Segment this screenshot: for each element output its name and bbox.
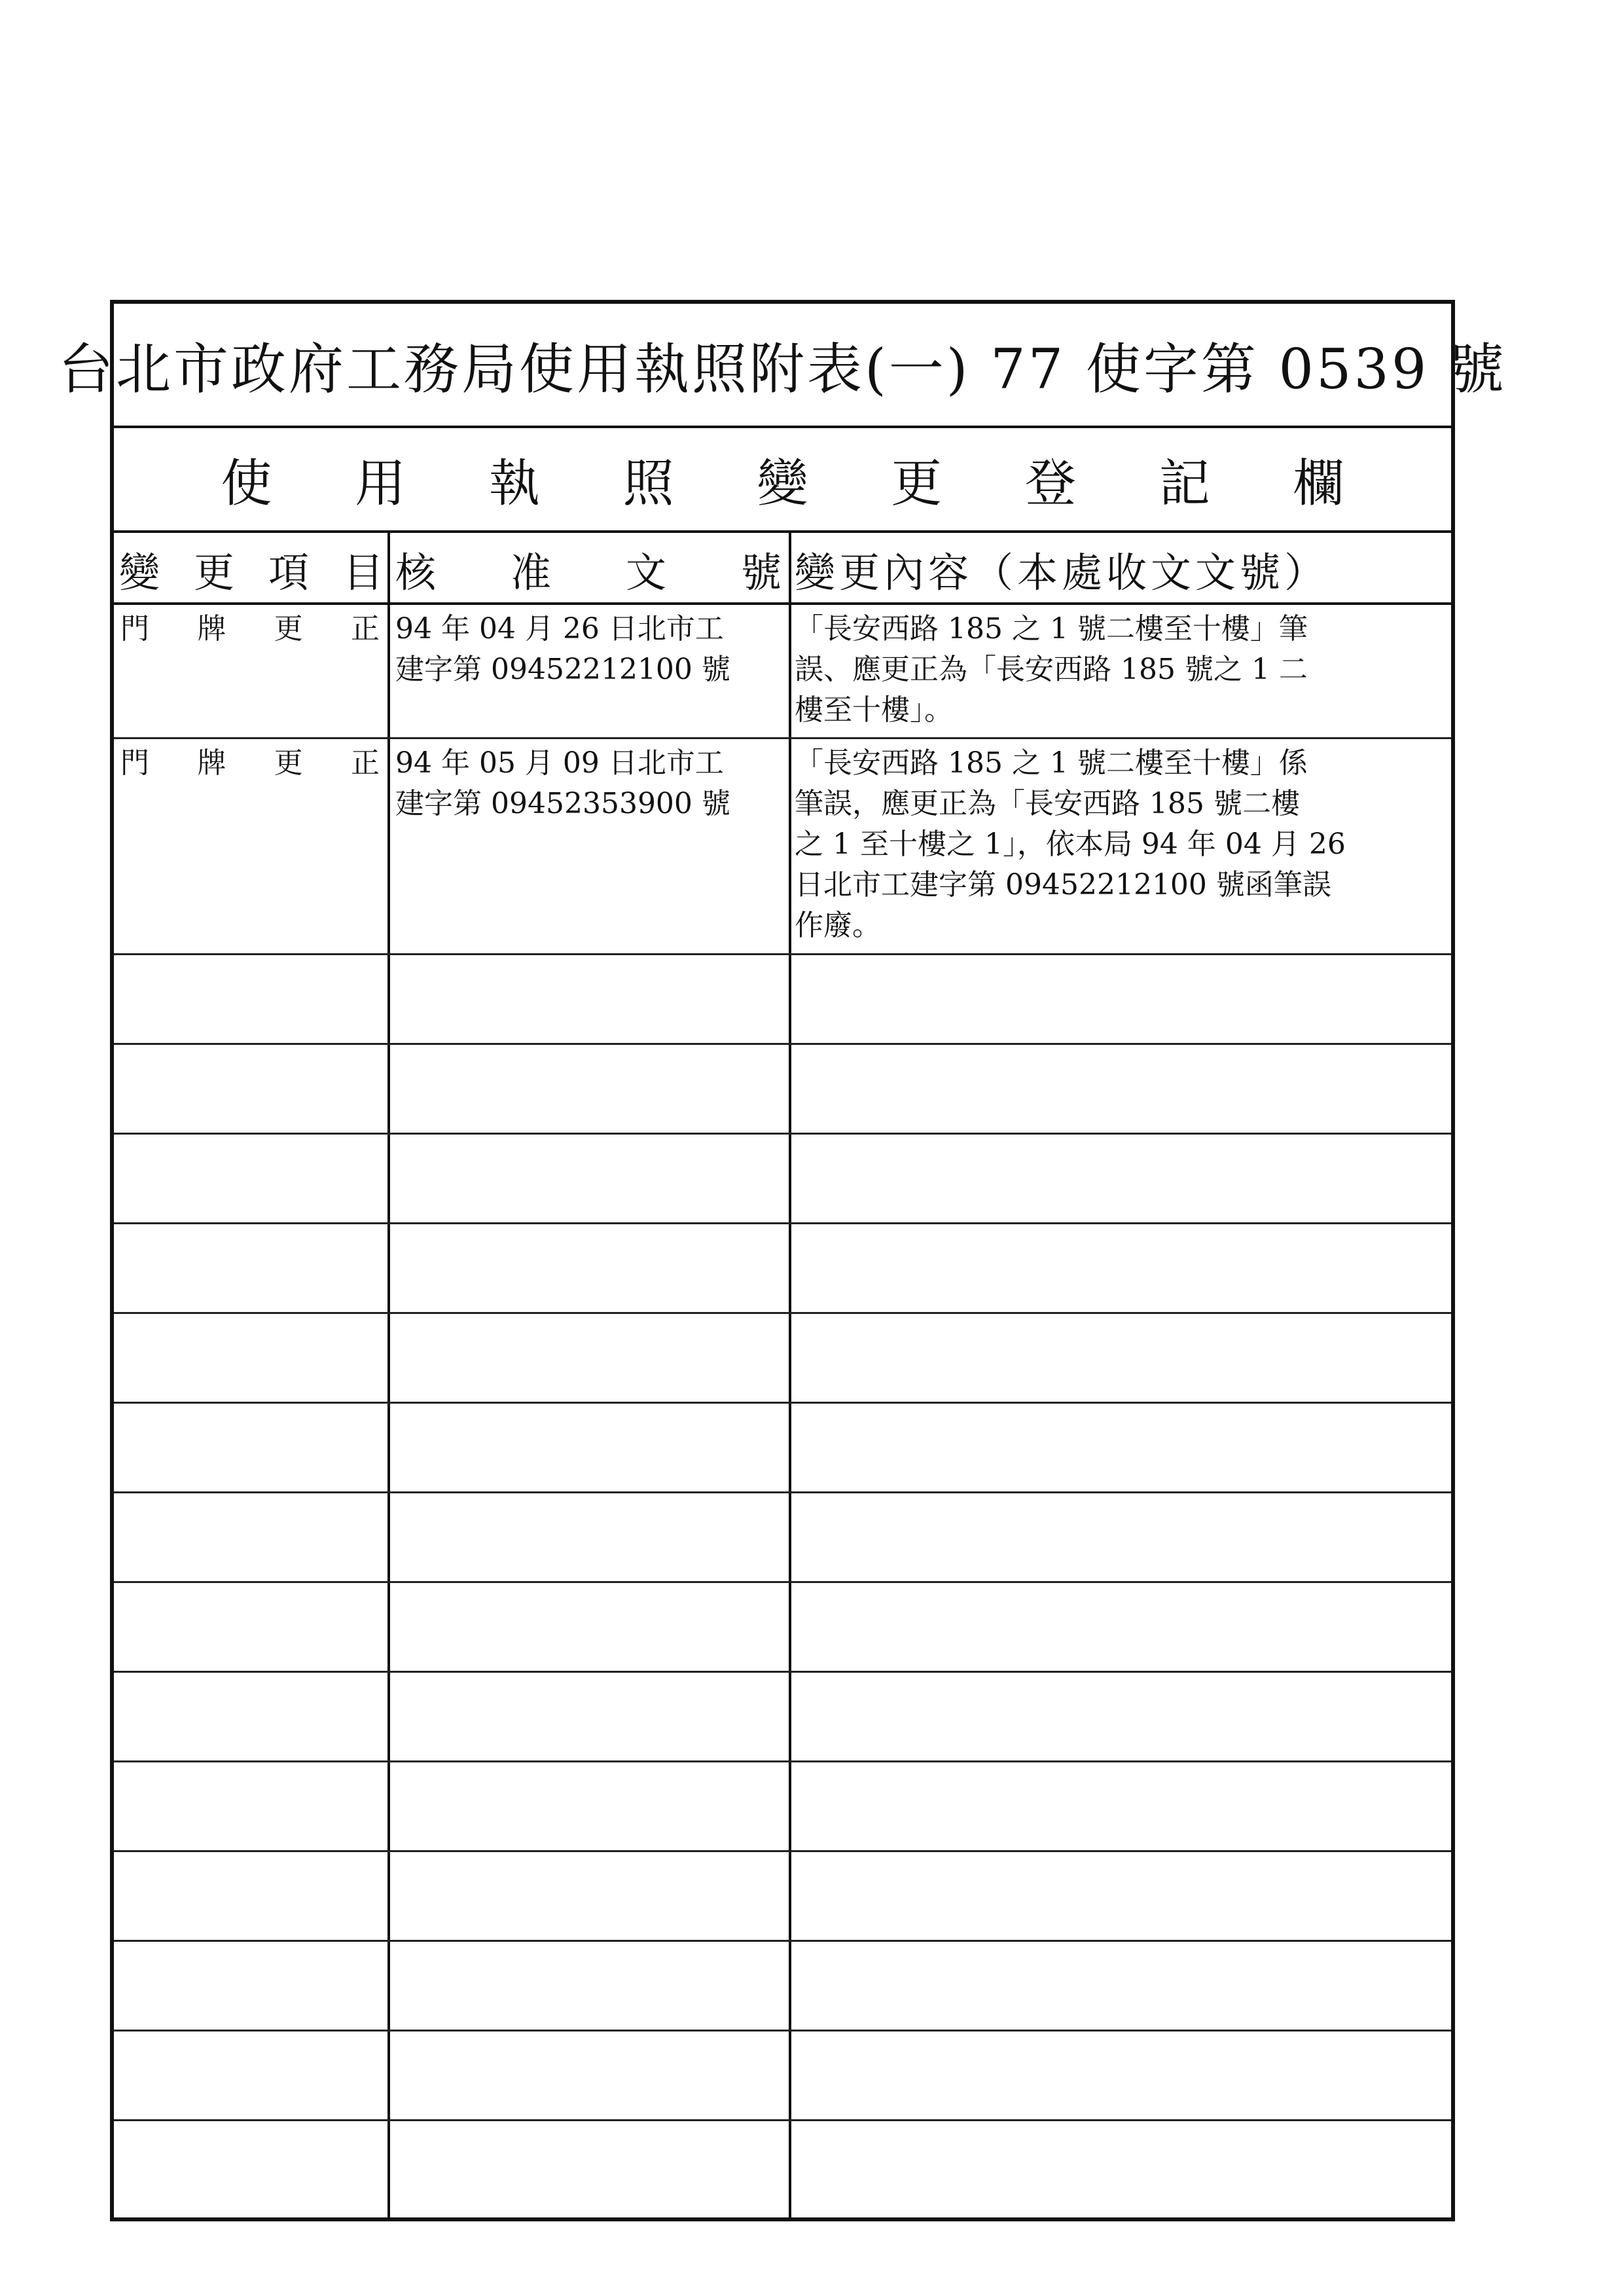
section-heading-char: 照 [622, 454, 674, 513]
blank-table-row [114, 955, 1451, 1045]
header-char: 項 [268, 548, 309, 596]
content-line: 作廢。 [795, 909, 881, 942]
blank-table-row [114, 1314, 1451, 1404]
section-heading-char: 使 [221, 454, 272, 513]
header-char: 文 [625, 548, 666, 596]
blank-table-row [114, 1045, 1451, 1135]
change-content-cell [795, 743, 1449, 946]
change-register-grid [114, 533, 1451, 2217]
item-char: 門 [120, 612, 149, 646]
item-char: 正 [350, 612, 380, 646]
section-heading-char: 執 [488, 454, 540, 513]
section-heading-char: 欄 [1293, 454, 1344, 513]
section-heading-char: 更 [891, 454, 943, 513]
section-heading-char: 變 [757, 454, 808, 513]
content-line: 樓至十樓」。 [795, 693, 953, 727]
content-line: 之 1 至十樓之 1」，依本局 94 年 04 月 26 [795, 828, 1346, 861]
item-char: 門 [120, 746, 149, 780]
content-line: 「長安西路 185 之 1 號二樓至十樓」筆 [795, 612, 1308, 646]
item-char: 牌 [197, 746, 226, 780]
header-char: 目 [342, 548, 384, 596]
header-char: 變 [119, 548, 160, 596]
blank-table-row [114, 1762, 1451, 1852]
header-approval-number [395, 533, 782, 605]
content-line: 筆誤，應更正為「長安西路 185 號二樓 [795, 787, 1300, 820]
section-heading-char: 記 [1159, 454, 1210, 513]
header-change-item [119, 533, 384, 605]
column-header-row [114, 533, 1451, 605]
item-char: 正 [350, 746, 380, 780]
header-char: 准 [510, 548, 551, 596]
approval-number-cell [395, 743, 782, 824]
blank-table-row [114, 1493, 1451, 1583]
approval-line: 94 年 05 月 09 日北市工 [395, 746, 724, 780]
blank-table-row [114, 1673, 1451, 1762]
item-char: 更 [274, 746, 303, 780]
change-item-cell [120, 609, 380, 649]
approval-line: 建字第 09452212100 號 [395, 653, 730, 686]
item-char: 牌 [197, 612, 226, 646]
table-row [114, 605, 1451, 739]
change-item-cell [120, 743, 380, 784]
header-change-content: 變更內容（本處收文文號） [795, 548, 1329, 596]
blank-table-row [114, 2121, 1451, 2211]
approval-number-cell [395, 609, 782, 690]
section-heading-char: 用 [355, 454, 406, 513]
blank-table-row [114, 2032, 1451, 2121]
blank-table-row [114, 1583, 1451, 1673]
change-content-cell [795, 609, 1449, 731]
blank-table-row [114, 1942, 1451, 2032]
item-char: 更 [274, 612, 303, 646]
approval-line: 建字第 09452353900 號 [395, 787, 730, 820]
table-row [114, 739, 1451, 955]
document-title: 台北市政府工務局使用執照附表(一) 77 使字第 0539 號 [114, 304, 1451, 428]
content-line: 誤、應更正為「長安西路 185 號之 1 二 [795, 653, 1308, 686]
section-heading [114, 428, 1451, 533]
content-line: 「長安西路 185 之 1 號二樓至十樓」係 [795, 746, 1308, 780]
header-char: 號 [740, 548, 782, 596]
content-line: 日北市工建字第 09452212100 號函筆誤 [795, 868, 1331, 902]
header-char: 更 [193, 548, 234, 596]
header-char: 核 [395, 548, 437, 596]
blank-table-row [114, 1404, 1451, 1493]
blank-table-row [114, 1224, 1451, 1314]
use-permit-annex-table [58, 300, 1507, 2221]
approval-line: 94 年 04 月 26 日北市工 [395, 612, 724, 646]
blank-table-row [114, 1852, 1451, 1942]
blank-table-row [114, 1135, 1451, 1224]
section-heading-char: 登 [1024, 454, 1076, 513]
